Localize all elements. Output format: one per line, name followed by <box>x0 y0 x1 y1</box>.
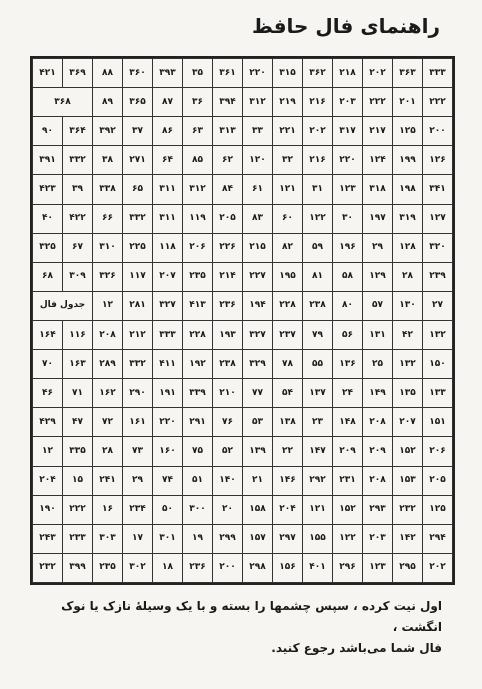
grid-cell[interactable]: ۸۲ <box>273 233 303 262</box>
grid-cell[interactable]: ۱۳۰ <box>393 291 423 320</box>
grid-cell[interactable]: ۵۶ <box>333 320 363 349</box>
grid-cell[interactable]: ۲۳۸ <box>213 350 243 379</box>
grid-cell[interactable]: ۱۸ <box>153 553 183 582</box>
grid-row <box>33 466 453 495</box>
grid-cell[interactable]: ۴۲۹ <box>33 408 63 437</box>
grid-cell[interactable]: ۲۳۱ <box>333 466 363 495</box>
grid-row <box>33 175 453 204</box>
grid-cell[interactable]: ۱۳۷ <box>303 379 333 408</box>
grid-cell[interactable]: ۲۱۲ <box>123 320 153 349</box>
grid-cell[interactable]: ۱۴۶ <box>273 466 303 495</box>
grid-cell[interactable]: ۳۱۲ <box>243 88 273 117</box>
grid-cell[interactable]: ۸۷ <box>153 88 183 117</box>
grid-row <box>33 350 453 379</box>
grid-cell[interactable]: ۲۹۴ <box>423 524 453 553</box>
grid-cell[interactable]: ۶۲ <box>213 146 243 175</box>
grid-cell[interactable]: ۲۰۹ <box>333 437 363 466</box>
grid-cell[interactable]: ۱۵۲ <box>393 437 423 466</box>
grid-cell[interactable]: ۵۴ <box>273 379 303 408</box>
grid-cell[interactable]: ۷۸ <box>273 350 303 379</box>
grid-cell[interactable]: ۳۶۳ <box>393 59 423 88</box>
grid-cell[interactable]: ۱۶ <box>93 495 123 524</box>
grid-cell[interactable]: ۲۹۱ <box>183 408 213 437</box>
grid-cell[interactable]: ۲۰۶ <box>183 233 213 262</box>
grid-cell[interactable]: ۲۹۹ <box>213 524 243 553</box>
grid-cell[interactable]: ۶۵ <box>123 175 153 204</box>
grid-cell[interactable]: ۹۰ <box>33 117 63 146</box>
grid-cell[interactable]: ۳۱۷ <box>333 117 363 146</box>
grid-cell[interactable]: ۳۶ <box>183 88 213 117</box>
grid-cell[interactable]: ۱۹۱ <box>153 379 183 408</box>
grid-cell[interactable]: ۱۱۶ <box>63 320 93 349</box>
grid-cell[interactable]: ۵۹ <box>303 233 333 262</box>
grid-cell[interactable]: ۲۰۰ <box>213 553 243 582</box>
grid-cell[interactable]: ۵۵ <box>303 350 333 379</box>
grid-cell[interactable]: ۱۲۳ <box>363 553 393 582</box>
grid-cell[interactable]: ۲۳۴ <box>123 495 153 524</box>
grid-cell[interactable]: ۲۰۸ <box>363 466 393 495</box>
grid-cell[interactable]: ۱۵ <box>63 466 93 495</box>
grid-cell[interactable]: ۱۶۲ <box>93 379 123 408</box>
grid-cell[interactable]: ۲۰۷ <box>153 262 183 291</box>
grid-cell[interactable]: ۱۳۹ <box>243 437 273 466</box>
grid-cell[interactable]: ۳۸ <box>93 146 123 175</box>
grid-cell[interactable]: ۲۸ <box>93 437 123 466</box>
grid-cell[interactable]: ۱۴۷ <box>303 437 333 466</box>
grid-cell[interactable]: ۲۰۵ <box>213 204 243 233</box>
grid-cell[interactable]: ۲۰۲ <box>423 553 453 582</box>
grid-cell[interactable]: ۲۲۲ <box>63 495 93 524</box>
grid-cell[interactable]: ۲۵ <box>363 350 393 379</box>
grid-cell[interactable]: ۲۲۰ <box>153 408 183 437</box>
grid-cell[interactable]: ۱۹۹ <box>393 146 423 175</box>
grid-cell[interactable]: ۸۹ <box>93 88 123 117</box>
grid-cell[interactable]: ۲۰۸ <box>363 408 393 437</box>
grid-cell[interactable]: ۷۴ <box>153 466 183 495</box>
grid-cell[interactable]: ۱۹ <box>183 524 213 553</box>
grid-cell[interactable]: ۴۲۲ <box>63 204 93 233</box>
grid-cell[interactable]: ۱۲ <box>93 291 123 320</box>
grid-cell[interactable]: ۳۱۰ <box>93 233 123 262</box>
grid-row <box>33 204 453 233</box>
grid-cell[interactable]: ۸۶ <box>153 117 183 146</box>
grid-row <box>33 117 453 146</box>
grid-cell[interactable]: ۱۶۳ <box>63 350 93 379</box>
grid-cell[interactable]: ۲۴۳ <box>33 524 63 553</box>
grid-cell[interactable]: ۷۵ <box>183 437 213 466</box>
grid-cell[interactable]: ۳۲۰ <box>423 233 453 262</box>
grid-cell[interactable]: ۱۹۷ <box>363 204 393 233</box>
grid-cell[interactable]: ۲۸۹ <box>93 350 123 379</box>
grid-cell[interactable]: ۲۹۰ <box>123 379 153 408</box>
grid-cell[interactable]: ۳۳۲ <box>123 204 153 233</box>
grid-cell[interactable]: ۲۹۳ <box>363 495 393 524</box>
grid-cell[interactable]: ۱۳۲ <box>423 320 453 349</box>
grid-cell[interactable]: ۲۳۷ <box>273 320 303 349</box>
grid-cell[interactable]: ۷۳ <box>123 437 153 466</box>
grid-cell[interactable]: ۳۱۸ <box>363 175 393 204</box>
grid-cell[interactable]: ۶۳ <box>183 117 213 146</box>
grid-cell[interactable]: ۳۳۳ <box>423 59 453 88</box>
grid-cell[interactable]: ۱۵۶ <box>273 553 303 582</box>
grid-cell[interactable]: ۲۰۳ <box>333 88 363 117</box>
grid-cell[interactable]: ۳۹۱ <box>33 146 63 175</box>
grid-cell[interactable]: ۱۳۲ <box>393 350 423 379</box>
grid-cell[interactable]: ۳۲ <box>273 146 303 175</box>
grid-cell[interactable]: ۲۲۸ <box>183 320 213 349</box>
grid-cell[interactable]: ۲۲۶ <box>213 233 243 262</box>
grid-cell[interactable]: ۷۰ <box>33 350 63 379</box>
grid-cell[interactable]: ۲۲۸ <box>273 291 303 320</box>
grid-cell[interactable]: ۲۲۲ <box>363 88 393 117</box>
grid-cell[interactable]: ۳۳۲ <box>63 146 93 175</box>
grid-row <box>33 495 453 524</box>
grid-cell[interactable]: ۸۳ <box>243 204 273 233</box>
grid-cell[interactable]: ۳۵ <box>183 59 213 88</box>
grid-cell[interactable]: ۵۸ <box>333 262 363 291</box>
grid-cell[interactable]: ۴۲۱ <box>33 59 63 88</box>
grid-cell[interactable]: ۲۳۶ <box>213 291 243 320</box>
instruction-line-1: اول نیت کرده ، سپس چشمها را بسته و با یک وسیلهٔ نازک یا نوک انگشت ، <box>61 599 442 634</box>
grid-cell[interactable]: ۱۹۰ <box>33 495 63 524</box>
grid-cell[interactable]: ۳۰۰ <box>183 495 213 524</box>
grid-cell[interactable]: ۳۶۵ <box>123 88 153 117</box>
grid-cell[interactable]: ۳۳۲ <box>123 350 153 379</box>
grid-cell[interactable]: ۱۲۱ <box>273 175 303 204</box>
grid-cell[interactable]: ۲۴ <box>333 379 363 408</box>
grid-cell[interactable]: ۱۲۰ <box>243 146 273 175</box>
grid-cell[interactable]: ۲۳۳ <box>63 524 93 553</box>
grid-cell[interactable]: ۱۶۴ <box>33 320 63 349</box>
grid-cell[interactable]: ۳۱۲ <box>183 175 213 204</box>
grid-cell[interactable]: ۴۲۳ <box>33 175 63 204</box>
grid-cell[interactable]: ۱۹۸ <box>393 175 423 204</box>
grid-cell[interactable]: ۷۲ <box>93 408 123 437</box>
grid-cell[interactable]: ۲۱۴ <box>213 262 243 291</box>
grid-cell[interactable]: ۱۳۶ <box>333 350 363 379</box>
grid-cell[interactable]: ۲۹۵ <box>393 553 423 582</box>
grid-cell[interactable]: ۶۶ <box>93 204 123 233</box>
grid-cell[interactable]: ۱۲۶ <box>423 146 453 175</box>
grid-cell[interactable]: ۱۹۵ <box>273 262 303 291</box>
grid-cell[interactable]: ۲۳۹ <box>423 262 453 291</box>
grid-cell[interactable]: ۳۹ <box>63 175 93 204</box>
grid-cell[interactable]: ۱۱۹ <box>183 204 213 233</box>
grid-cell[interactable]: ۱۲۹ <box>363 262 393 291</box>
grid-cell[interactable]: ۲۱۶ <box>303 146 333 175</box>
grid-cell[interactable]: ۳۳۹ <box>183 379 213 408</box>
grid-cell[interactable]: ۳۶۹ <box>63 59 93 88</box>
grid-cell[interactable]: ۱۳۳ <box>423 379 453 408</box>
grid-cell[interactable]: ۳۹۹ <box>63 553 93 582</box>
grid-cell[interactable]: ۳۲۵ <box>33 233 63 262</box>
grid-cell[interactable]: ۱۲۵ <box>423 495 453 524</box>
grid-cell[interactable]: ۶۷ <box>63 233 93 262</box>
grid-cell[interactable]: ۳۲۶ <box>93 262 123 291</box>
grid-cell[interactable]: ۱۱۸ <box>153 233 183 262</box>
grid-cell[interactable]: ۲۹۸ <box>243 553 273 582</box>
grid-row <box>33 524 453 553</box>
grid-row <box>33 88 453 117</box>
grid-cell[interactable]: ۲۹ <box>123 466 153 495</box>
instructions <box>36 596 442 659</box>
grid-cell[interactable]: ۴۱۳ <box>183 291 213 320</box>
grid-cell[interactable]: ۲۹ <box>363 233 393 262</box>
grid-cell[interactable]: ۲۳۲ <box>33 553 63 582</box>
grid-cell[interactable]: ۲۰۴ <box>273 495 303 524</box>
grid-cell[interactable]: ۲۰۵ <box>423 466 453 495</box>
grid-cell[interactable]: ۳۱۳ <box>213 117 243 146</box>
grid-cell[interactable]: ۳۳۳ <box>153 320 183 349</box>
grid-cell[interactable]: ۸۵ <box>183 146 213 175</box>
grid-cell[interactable]: ۷۹ <box>303 320 333 349</box>
grid-cell[interactable]: ۲۲۱ <box>273 117 303 146</box>
grid-cell[interactable]: ۲۰۸ <box>93 320 123 349</box>
grid-cell[interactable]: ۱۶۱ <box>123 408 153 437</box>
grid-cell[interactable]: ۳۳ <box>243 117 273 146</box>
grid-cell[interactable]: ۸۱ <box>303 262 333 291</box>
grid-cell[interactable]: ۱۲۵ <box>393 117 423 146</box>
grid-cell[interactable]: ۲۹۶ <box>333 553 363 582</box>
grid-cell[interactable]: ۳۹۴ <box>213 88 243 117</box>
grid-cell[interactable]: ۳۱ <box>303 175 333 204</box>
grid-cell[interactable]: ۲۰۹ <box>363 437 393 466</box>
grid-cell[interactable]: ۲۱۰ <box>213 379 243 408</box>
grid-cell[interactable]: ۲۹۲ <box>303 466 333 495</box>
grid-cell[interactable]: ۱۹۶ <box>333 233 363 262</box>
grid-cell[interactable]: ۱۲۲ <box>303 204 333 233</box>
grid-cell[interactable]: ۱۲ <box>33 437 63 466</box>
grid-cell[interactable]: ۳۲۹ <box>243 350 273 379</box>
grid-cell[interactable]: ۲۰۲ <box>363 59 393 88</box>
grid-cell[interactable]: ۳۳۵ <box>63 437 93 466</box>
grid-cell[interactable]: ۱۴۰ <box>213 466 243 495</box>
grid-cell[interactable]: ۲۳۵ <box>93 553 123 582</box>
grid-cell[interactable]: ۴۷ <box>63 408 93 437</box>
grid-row <box>33 262 453 291</box>
page-title: راهنمای فال حافظ <box>252 14 440 38</box>
grid-cell[interactable]: ۱۵۲ <box>333 495 363 524</box>
grid-cell[interactable]: ۱۲۸ <box>393 233 423 262</box>
grid-cell[interactable]: ۲۸۱ <box>123 291 153 320</box>
grid-cell[interactable]: ۱۲۳ <box>333 175 363 204</box>
grid-cell[interactable]: ۱۵۸ <box>243 495 273 524</box>
grid-cell[interactable]: ۲۱۶ <box>303 88 333 117</box>
grid-row <box>33 437 453 466</box>
grid-cell[interactable]: ۲۱۹ <box>273 88 303 117</box>
grid-cell[interactable]: ۳۳۸ <box>93 175 123 204</box>
grid-cell[interactable]: ۱۳۸ <box>273 408 303 437</box>
grid-label-cell[interactable]: جدول فال <box>33 291 93 320</box>
grid-cell[interactable]: ۲۰۱ <box>393 88 423 117</box>
grid-cell[interactable]: ۸۴ <box>213 175 243 204</box>
grid-cell[interactable]: ۲۸ <box>393 262 423 291</box>
grid-cell[interactable]: ۳۰۲ <box>123 553 153 582</box>
grid-cell[interactable]: ۳۱۱ <box>153 204 183 233</box>
grid-row <box>33 146 453 175</box>
grid-row <box>33 59 453 88</box>
grid-cell[interactable]: ۲۲۷ <box>243 262 273 291</box>
grid-cell[interactable]: ۲۱۷ <box>363 117 393 146</box>
grid-cell[interactable]: ۵۰ <box>153 495 183 524</box>
grid-cell[interactable]: ۱۵۵ <box>303 524 333 553</box>
grid-row <box>33 379 453 408</box>
grid-cell[interactable]: ۳۰۱ <box>153 524 183 553</box>
grid-cell[interactable]: ۶۱ <box>243 175 273 204</box>
grid-cell[interactable]: ۲۰۴ <box>33 466 63 495</box>
grid-row <box>33 320 453 349</box>
grid-cell[interactable]: ۶۴ <box>153 146 183 175</box>
grid-cell[interactable]: ۳۲۷ <box>243 320 273 349</box>
grid-row <box>33 291 453 320</box>
grid-cell[interactable]: ۷۷ <box>243 379 273 408</box>
grid-cell[interactable]: ۱۱۷ <box>123 262 153 291</box>
grid-cell[interactable]: ۱۲۴ <box>363 146 393 175</box>
grid-cell[interactable]: ۳۲۷ <box>153 291 183 320</box>
grid-cell[interactable]: ۲۱ <box>243 466 273 495</box>
grid-row <box>33 408 453 437</box>
grid-cell[interactable]: ۳۱۹ <box>393 204 423 233</box>
grid-cell[interactable]: ۱۴۹ <box>363 379 393 408</box>
grid-cell[interactable]: ۲۷۱ <box>123 146 153 175</box>
grid-cell[interactable]: ۲۳۶ <box>183 553 213 582</box>
grid-cell[interactable]: ۷۶ <box>213 408 243 437</box>
grid-cell[interactable]: ۴۱۱ <box>153 350 183 379</box>
grid-cell[interactable]: ۱۲۱ <box>303 495 333 524</box>
grid-cell[interactable]: ۲۰۶ <box>423 437 453 466</box>
grid-cell[interactable]: ۲۲۰ <box>333 146 363 175</box>
grid-cell[interactable]: ۳۶۴ <box>63 117 93 146</box>
grid-cell[interactable]: ۳۹۲ <box>93 117 123 146</box>
grid-cell[interactable]: ۱۳۵ <box>393 379 423 408</box>
grid-cell[interactable]: ۸۰ <box>333 291 363 320</box>
grid-cell[interactable]: ۴۶ <box>33 379 63 408</box>
grid-cell[interactable]: ۱۲۲ <box>333 524 363 553</box>
grid-cell[interactable]: ۱۵۷ <box>243 524 273 553</box>
grid-cell[interactable]: ۵۷ <box>363 291 393 320</box>
grid-cell[interactable]: ۵۱ <box>183 466 213 495</box>
grid-cell[interactable]: ۳۷ <box>123 117 153 146</box>
grid-cell[interactable]: ۱۴۲ <box>393 524 423 553</box>
grid-cell[interactable]: ۱۳۱ <box>363 320 393 349</box>
grid-cell[interactable]: ۲۰۰ <box>423 117 453 146</box>
grid-cell[interactable]: ۲۳۵ <box>183 262 213 291</box>
grid-row <box>33 233 453 262</box>
grid-cell[interactable]: ۴۰۱ <box>303 553 333 582</box>
grid-cell[interactable]: ۲۰۲ <box>303 117 333 146</box>
grid-cell[interactable]: ۴۲ <box>393 320 423 349</box>
grid-cell[interactable]: ۲۲ <box>273 437 303 466</box>
grid-cell[interactable]: ۲۴۱ <box>93 466 123 495</box>
grid-cell[interactable]: ۱۹۳ <box>213 320 243 349</box>
grid-cell[interactable]: ۲۷ <box>423 291 453 320</box>
grid-cell[interactable]: ۲۳۲ <box>393 495 423 524</box>
grid-cell[interactable]: ۶۰ <box>273 204 303 233</box>
grid-row <box>33 553 453 582</box>
grid-cell[interactable]: ۵۲ <box>213 437 243 466</box>
grid-cell[interactable]: ۳۱۱ <box>153 175 183 204</box>
fal-grid <box>30 56 455 585</box>
grid-cell[interactable]: ۲۰۷ <box>393 408 423 437</box>
grid-cell[interactable]: ۳۰ <box>333 204 363 233</box>
grid-cell[interactable]: ۳۶۲ <box>303 59 333 88</box>
grid-cell[interactable]: ۳۶۱ <box>213 59 243 88</box>
grid-cell[interactable]: ۲۰۳ <box>363 524 393 553</box>
grid-cell[interactable]: ۲۲۵ <box>123 233 153 262</box>
grid-cell[interactable]: ۲۰ <box>213 495 243 524</box>
grid-cell[interactable]: ۲۳ <box>303 408 333 437</box>
grid-cell[interactable]: ۳۱۵ <box>273 59 303 88</box>
grid-cell[interactable]: ۲۹۷ <box>273 524 303 553</box>
grid-cell[interactable]: ۳۰۹ <box>63 262 93 291</box>
instruction-line-2: فال شما می‌باشد رجوع کنید. <box>271 641 442 655</box>
grid-cell[interactable]: ۳۹۳ <box>153 59 183 88</box>
grid-cell[interactable]: ۵۳ <box>243 408 273 437</box>
grid-cell[interactable]: ۱۴۸ <box>333 408 363 437</box>
grid-cell[interactable]: ۳۴۱ <box>423 175 453 204</box>
grid-cell[interactable]: ۱۲۷ <box>423 204 453 233</box>
grid-cell[interactable]: ۳۶۸ <box>33 88 93 117</box>
grid-cell[interactable]: ۸۸ <box>93 59 123 88</box>
grid-cell[interactable]: ۱۵۰ <box>423 350 453 379</box>
grid-cell[interactable]: ۳۶۰ <box>123 59 153 88</box>
grid-cell[interactable]: ۳۰۳ <box>93 524 123 553</box>
grid-cell[interactable]: ۲۳۸ <box>303 291 333 320</box>
grid-cell[interactable]: ۱۷ <box>123 524 153 553</box>
grid-cell[interactable]: ۴۰ <box>33 204 63 233</box>
fal-table <box>32 58 453 583</box>
grid-cell[interactable]: ۷۱ <box>63 379 93 408</box>
grid-cell[interactable]: ۱۵۱ <box>423 408 453 437</box>
grid-cell[interactable]: ۲۲۲ <box>423 88 453 117</box>
grid-cell[interactable]: ۲۱۸ <box>333 59 363 88</box>
grid-cell[interactable]: ۲۲۰ <box>243 59 273 88</box>
grid-cell[interactable]: ۲۱۵ <box>243 233 273 262</box>
grid-cell[interactable]: ۱۶۰ <box>153 437 183 466</box>
grid-cell[interactable]: ۱۹۲ <box>183 350 213 379</box>
grid-cell[interactable]: ۱۵۳ <box>393 466 423 495</box>
grid-cell[interactable]: ۱۹۴ <box>243 291 273 320</box>
grid-cell[interactable]: ۶۸ <box>33 262 63 291</box>
